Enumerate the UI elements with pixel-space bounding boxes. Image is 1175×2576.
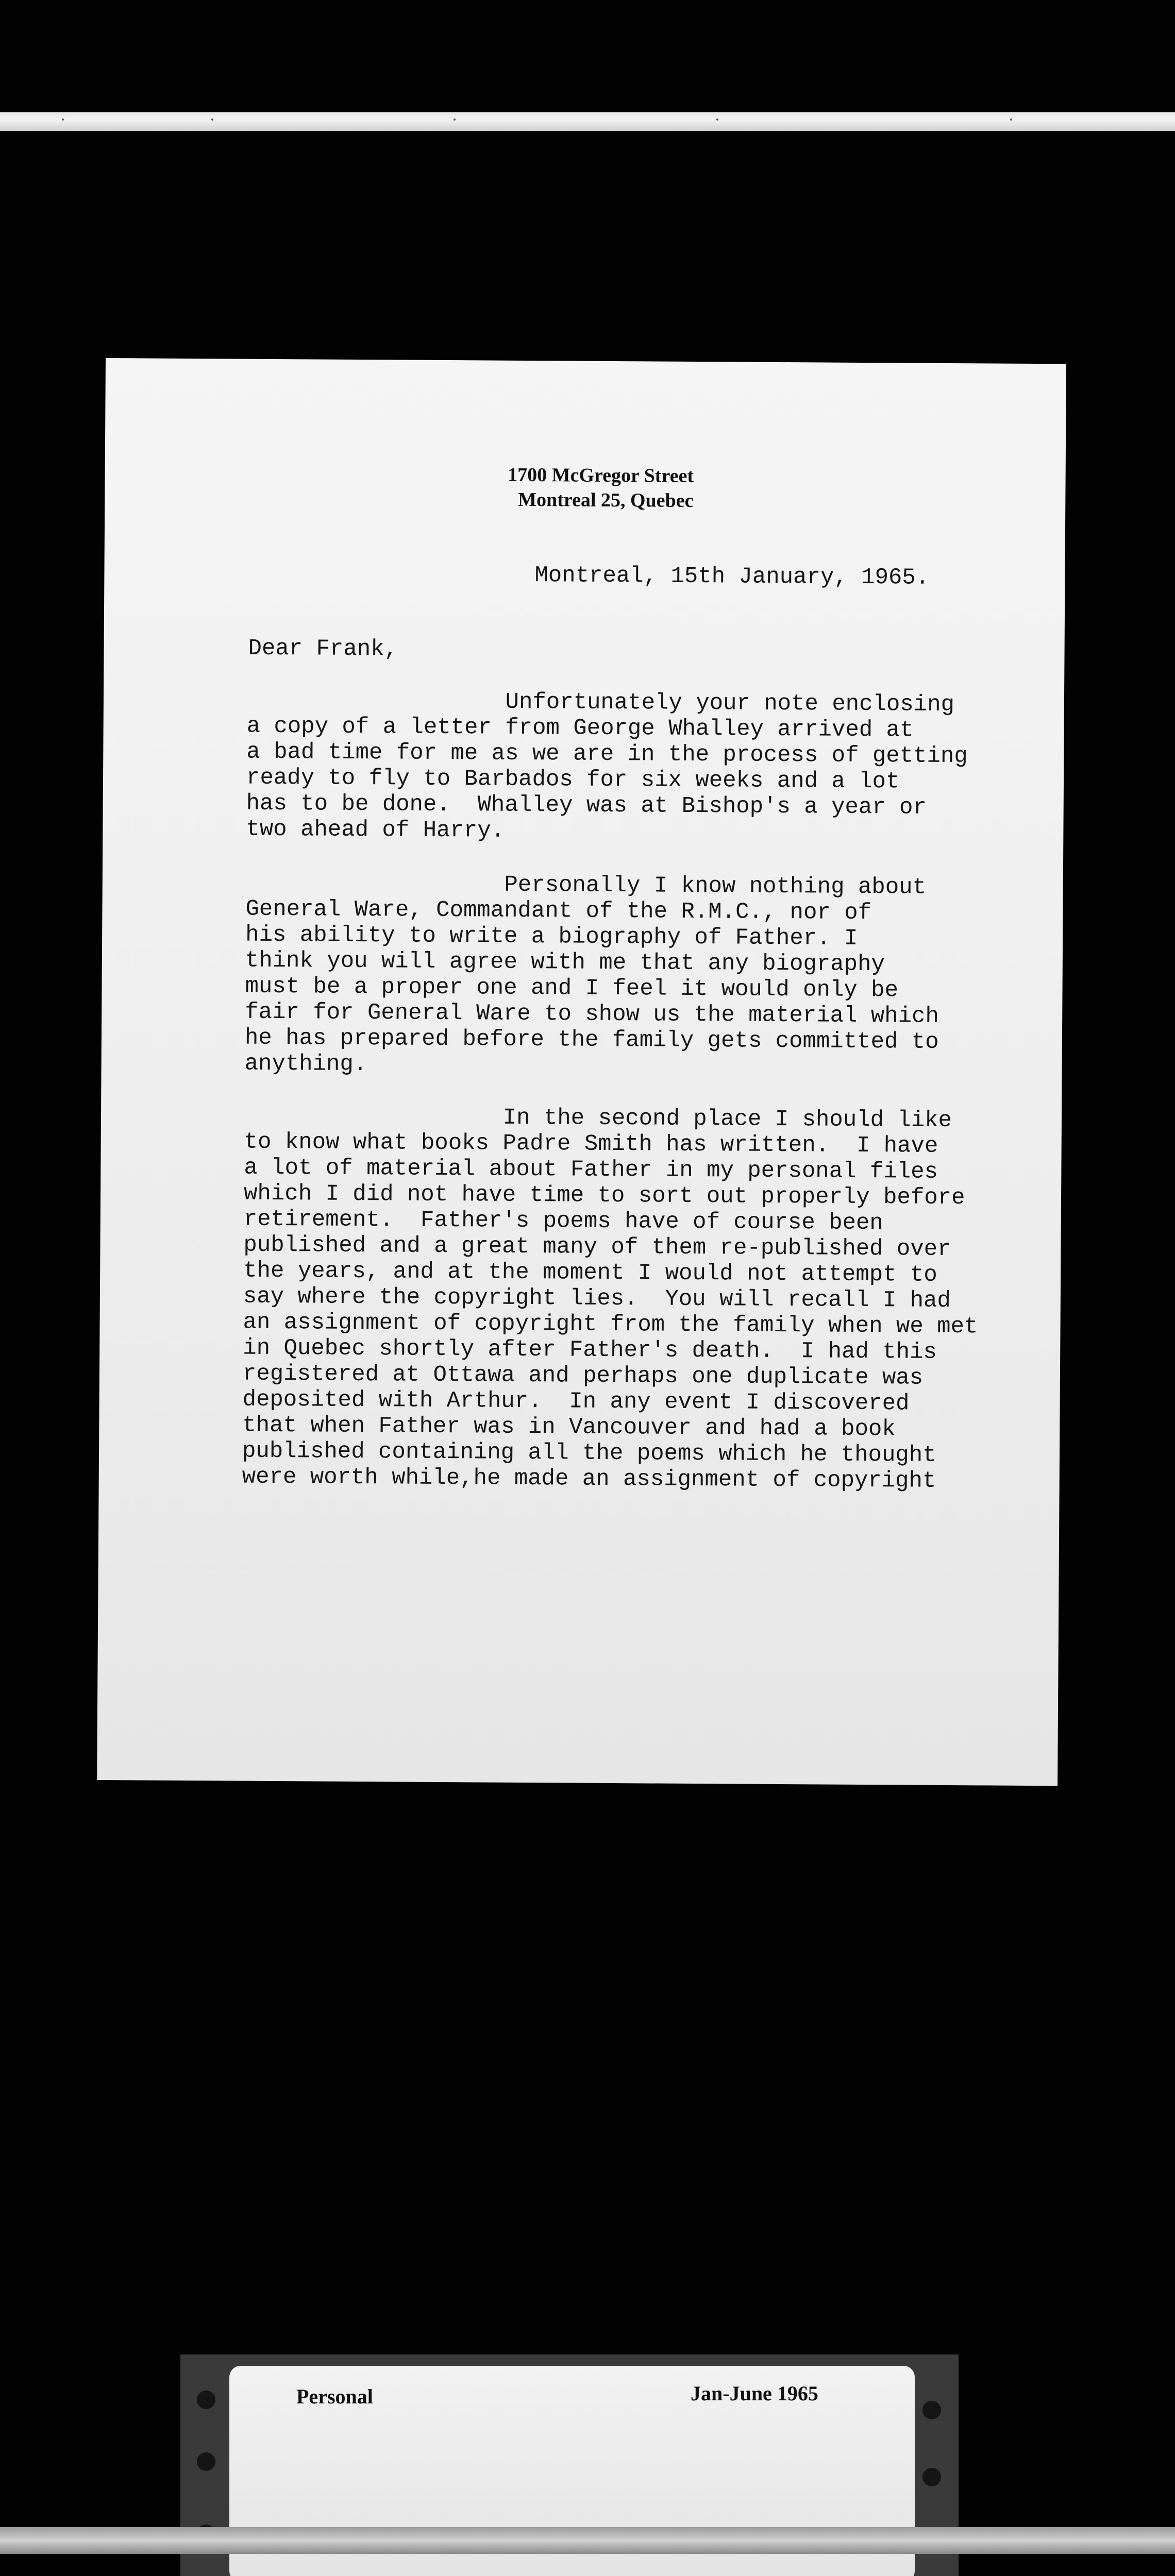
index-card-date-range: Jan-June 1965 (691, 2382, 818, 2405)
index-card-category: Personal (296, 2385, 373, 2408)
holder-hole (922, 2401, 941, 2419)
film-strip-bottom (0, 2527, 1175, 2554)
film-speck (716, 118, 718, 121)
holder-hole (922, 2468, 941, 2486)
film-speck (454, 118, 456, 121)
holder-hole (197, 2391, 215, 2409)
letter-paragraph-2: Personally I know nothing about General Ware, Commandant of the R.M.C., nor of his ability to write a biography of Father. I think you will agree with me that any biography must be a proper one and I feel it would only be fair for General Ware to show us the material which he has prepared before the family gets committed to anything. (244, 870, 939, 1078)
letter-paragraph-3: In the second place I should like to know what books Padre Smith has written. I have a lot of material about Father in my personal files which I did not have time to sort out properly before retirement. Father's poems have of course been published and a great many of them re-published over the years, and at the moment I would not attempt to say where the copyright lies. You will recall I had an assignment of copyright from the family when we met in Quebec shortly after Father's death. I had this registered at Ottawa and perhaps one duplicate was deposited with Arthur. In any event I discovered that when Father was in Vancouver and had a book published containing all the poems which he thought were worth while,he made an assignment of copyright (242, 1103, 978, 1494)
letter-salutation: Dear Frank, (248, 635, 398, 663)
holder-hole (197, 2452, 215, 2471)
letterhead-city: Montreal 25, Quebec (518, 488, 694, 512)
letter-paragraph-1: Unfortunately your note enclosing a copy of a letter from George Whalley arrived at a bad time for me as we are in the process of getting ready to fly to Barbados for six weeks and a lot has to be done. Whalley was at Bishop's a year or two ahead of Harry. (246, 687, 968, 844)
film-speck (211, 118, 213, 121)
letter-date: Montreal, 15th January, 1965. (534, 563, 930, 591)
film-strip-top (0, 112, 1175, 131)
film-speck (1010, 118, 1012, 121)
film-speck (62, 118, 64, 121)
letter-page (97, 358, 1066, 1786)
letterhead-street: 1700 McGregor Street (508, 464, 694, 487)
